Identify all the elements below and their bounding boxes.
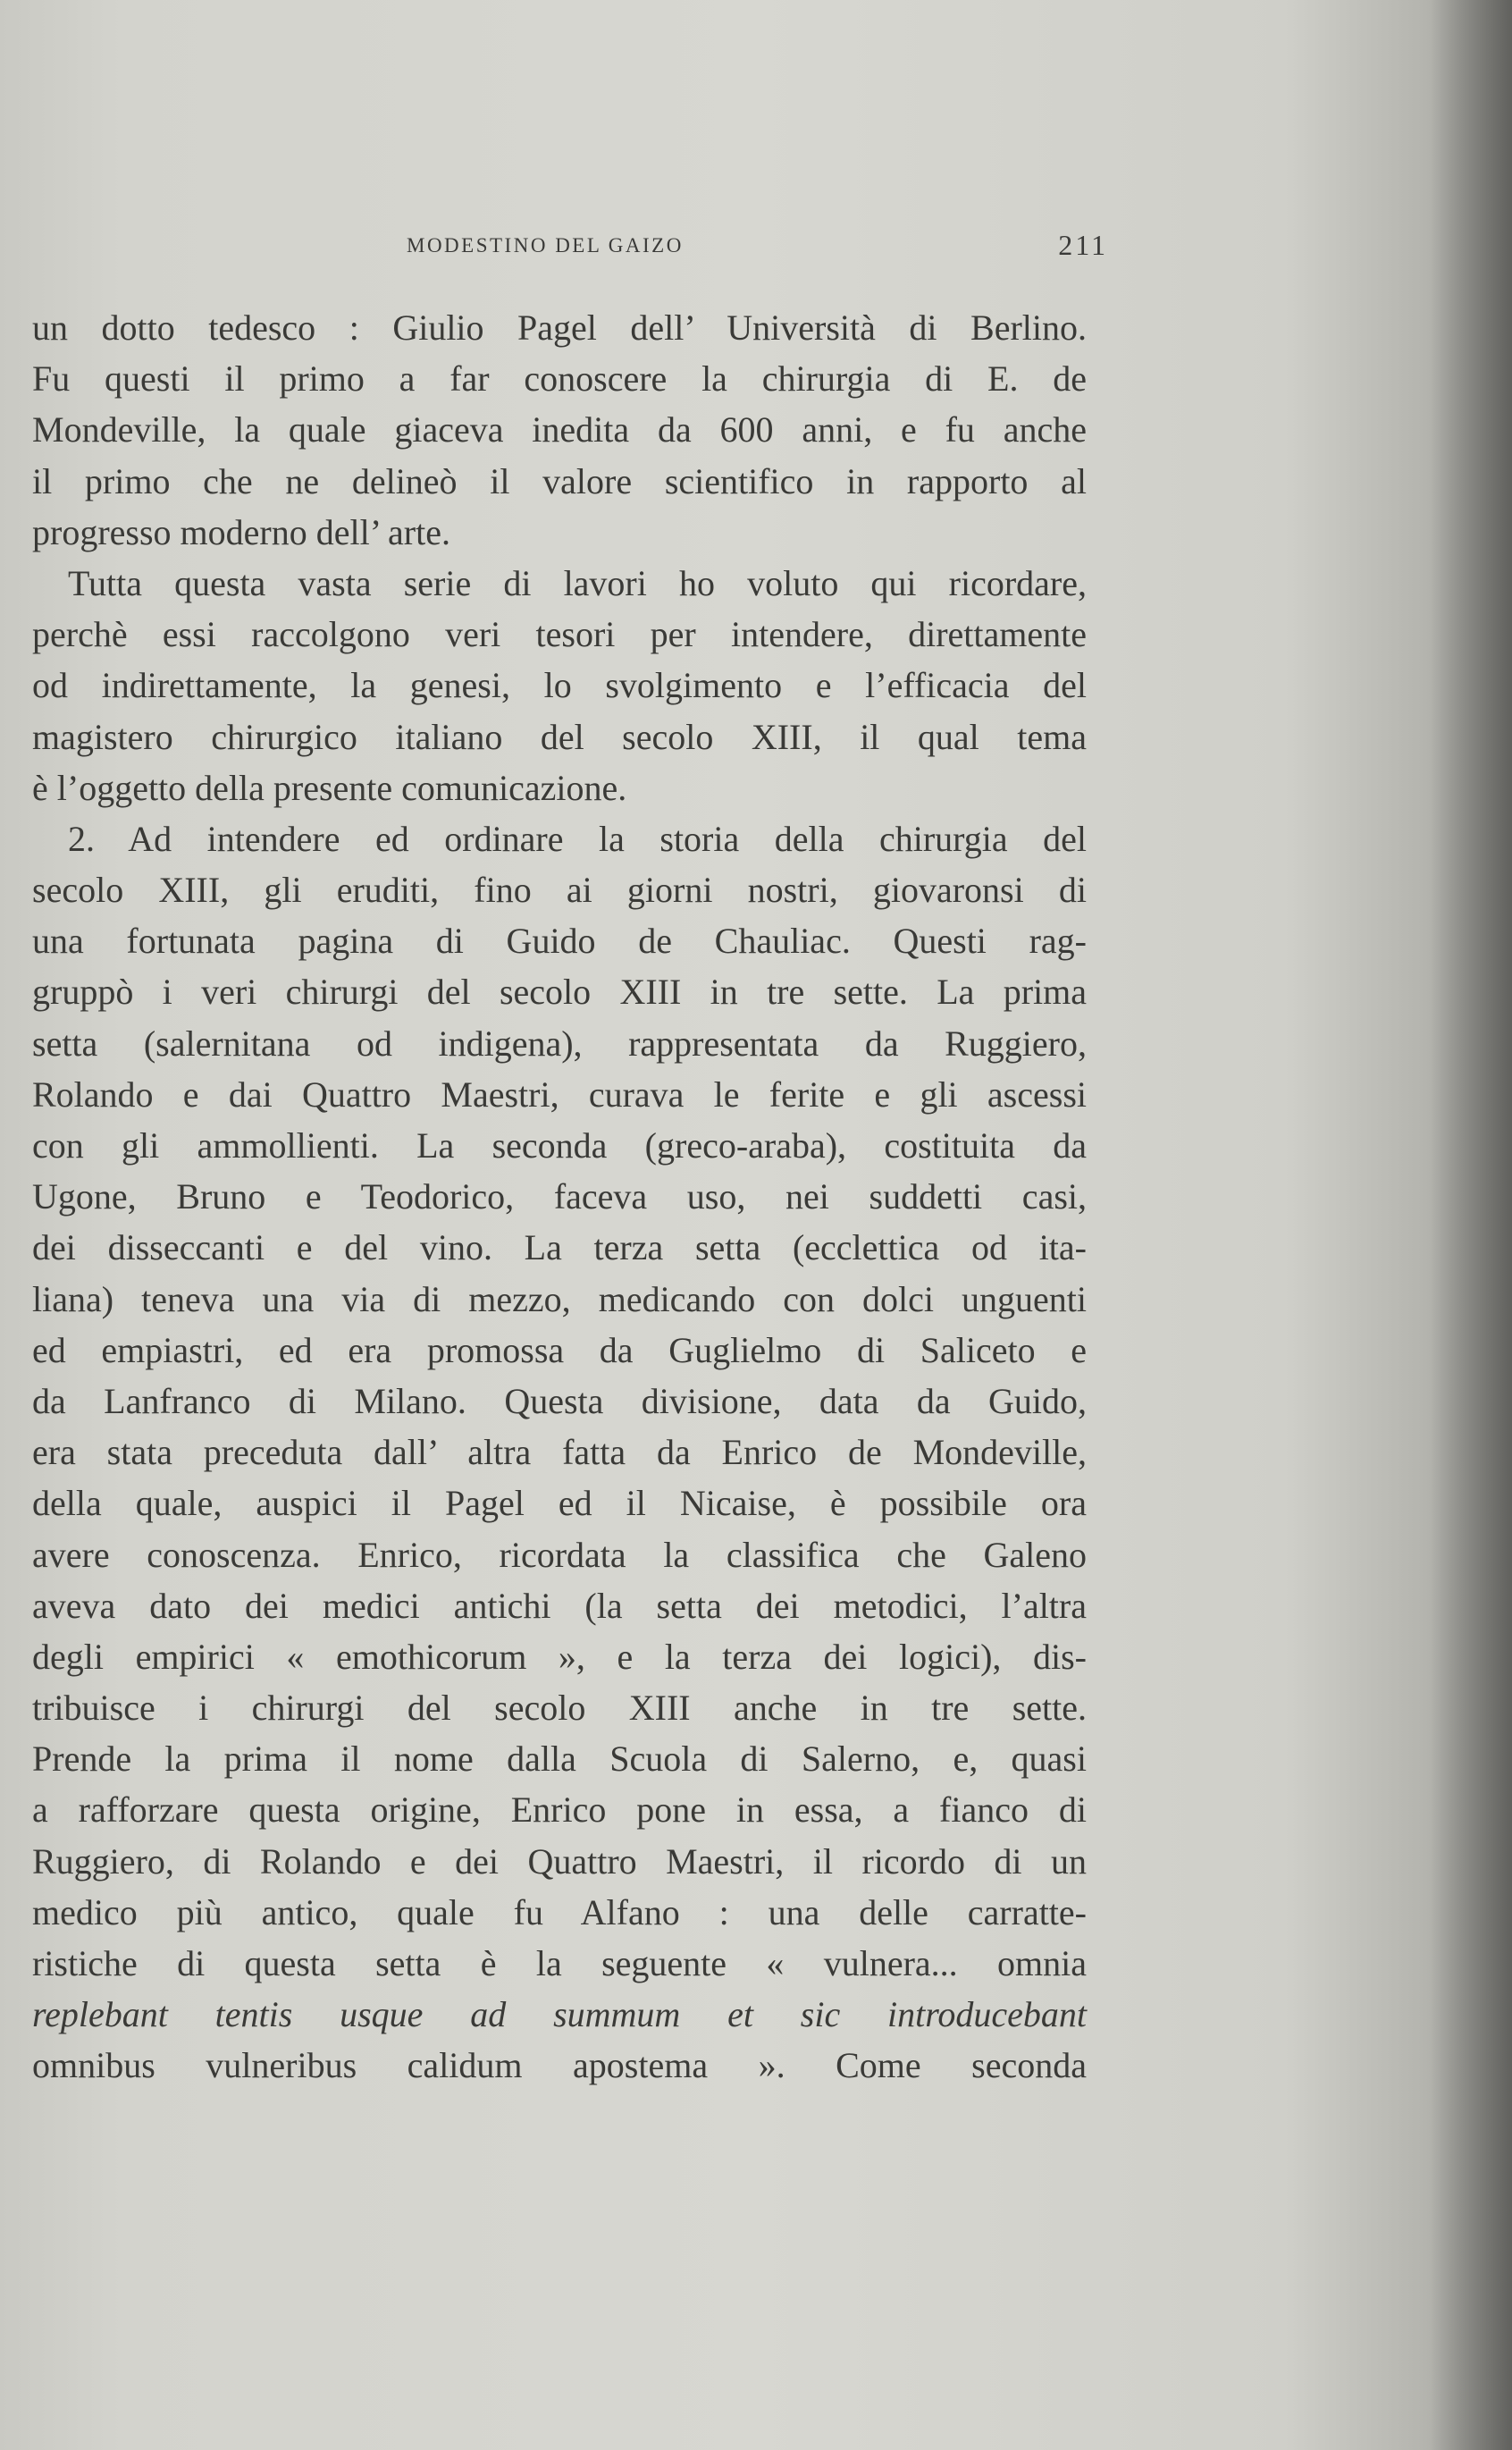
text-line: Tutta questa vasta serie di lavori ho voluto qui ricordare,	[68, 562, 1087, 603]
text-line: con gli ammollienti. La seconda (greco-araba), costituita da	[32, 1125, 1087, 1166]
body-text	[32, 302, 1087, 2092]
text-line: della quale, auspici il Pagel ed il Nicaise, è possibile ora	[32, 1483, 1087, 1524]
text-line: setta (salernitana od indigena), rappresentata da Ruggiero,	[32, 1023, 1087, 1064]
text-line: degli empirici « emothicorum », e la terza dei logici), dis-	[32, 1636, 1087, 1677]
text-line: liana) teneva una via di mezzo, medicando con dolci unguenti	[32, 1278, 1087, 1319]
text-line: omnibus vulneribus calidum apostema ». Come seconda	[32, 2045, 1087, 2086]
page-number: 211	[1058, 229, 1108, 261]
text-line: gruppò i veri chirurgi del secolo XIII in tre sette. La prima	[32, 972, 1087, 1013]
text-line: Rolando e dai Quattro Maestri, curava le ferite e gli ascessi	[32, 1073, 1087, 1115]
text-line: Ugone, Bruno e Teodorico, faceva uso, nei suddetti casi,	[32, 1176, 1087, 1217]
text-line: medico più antico, quale fu Alfano : una delle carratte-	[32, 1891, 1087, 1932]
text-line: ristiche di questa setta è la seguente « vulnera... omnia	[32, 1943, 1087, 1983]
text-line: il primo che ne delineò il valore scientifico in rapporto al	[32, 460, 1087, 501]
text-line: tribuisce i chirurgi del secolo XIII anche in tre sette.	[32, 1688, 1087, 1729]
text-line: od indirettamente, la genesi, lo svolgimento e l’efficacia del	[32, 665, 1087, 706]
text-line: secolo XIII, gli eruditi, fino ai giorni nostri, giovaronsi di	[32, 870, 1087, 911]
text-line: 2. Ad intendere ed ordinare la storia della chirurgia del	[68, 818, 1087, 859]
text-line: Fu questi il primo a far conoscere la chirurgia di E. de	[32, 358, 1087, 400]
running-head	[407, 229, 1108, 266]
text-line: un dotto tedesco : Giulio Pagel dell’ Università di Berlino.	[32, 307, 1087, 348]
text-line: era stata preceduta dall’ altra fatta da Enrico de Mondeville,	[32, 1432, 1087, 1473]
text-line: da Lanfranco di Milano. Questa divisione, data da Guido,	[32, 1380, 1087, 1421]
text-line: a rafforzare questa origine, Enrico pone in essa, a fianco di	[32, 1789, 1087, 1831]
text-line: una fortunata pagina di Guido de Chauliac. Questi rag-	[32, 921, 1087, 962]
text-line: perchè essi raccolgono veri tesori per intendere, direttamente	[32, 614, 1087, 655]
text-line: replebant tentis usque ad summum et sic introducebant	[32, 1994, 1087, 2035]
text-line: magistero chirurgico italiano del secolo XIII, il qual tema	[32, 716, 1087, 757]
text-line: è l’oggetto della presente comunicazione.	[32, 767, 627, 808]
text-line: Ruggiero, di Rolando e dei Quattro Maestri, il ricordo di un	[32, 1840, 1087, 1882]
page-gutter-shadow	[1430, 0, 1512, 2450]
text-line: progresso moderno dell’ arte.	[32, 511, 450, 552]
text-line: ed empiastri, ed era promossa da Guglielmo di Saliceto e	[32, 1329, 1087, 1370]
text-line: avere conoscenza. Enrico, ricordata la classifica che Galeno	[32, 1534, 1087, 1575]
text-line: Prende la prima il nome dalla Scuola di Salerno, e, quasi	[32, 1739, 1087, 1780]
text-line: Mondeville, la quale giaceva inedita da 600 anni, e fu anche	[32, 409, 1087, 450]
running-title: MODESTINO DEL GAIZO	[407, 234, 684, 257]
text-line: dei disseccanti e del vino. La terza setta (ecclettica od ita-	[32, 1227, 1087, 1268]
text-line: aveva dato dei medici antichi (la setta dei metodici, l’altra	[32, 1585, 1087, 1626]
